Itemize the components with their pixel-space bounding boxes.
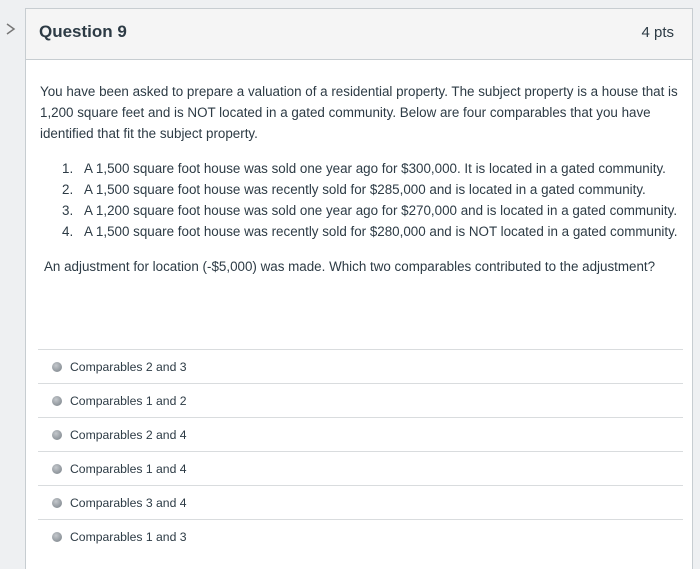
answer-option-1[interactable] [38,349,683,383]
comparable-item: 1. A 1,500 square foot house was sold one year ago for $300,000. It is located in a gated community. [62,161,666,176]
radio-button[interactable] [52,396,62,406]
answer-option-6[interactable] [38,519,683,553]
answer-label[interactable]: Comparables 1 and 3 [70,529,187,544]
question-points: 4 pts [641,24,674,41]
comparable-item: 2. A 1,500 square foot house was recently sold for $285,000 and is located in a gated community. [62,182,646,197]
answer-label[interactable]: Comparables 1 and 2 [70,393,187,408]
radio-button[interactable] [52,532,62,542]
question-body [40,81,680,277]
radio-button[interactable] [52,430,62,440]
radio-button[interactable] [52,498,62,508]
answer-option-4[interactable] [38,451,683,485]
answer-option-2[interactable] [38,383,683,417]
answer-option-5[interactable] [38,485,683,519]
question-intro: You have been asked to prepare a valuation of a residential property. The subject property is a house that is 1,200 square feet and is NOT located in a gated community. Below are four comparables that you have identified that fit the subject property. [40,84,678,141]
radio-button[interactable] [52,464,62,474]
question-card [25,8,693,569]
comparables-list [40,158,680,242]
comparable-item: 3. A 1,200 square foot house was sold one year ago for $270,000 and is located in a gated community. [62,203,678,218]
question-title: Question 9 [39,22,127,41]
question-header [26,9,692,60]
answer-label[interactable]: Comparables 2 and 3 [70,359,187,374]
answer-label[interactable]: Comparables 2 and 4 [70,427,187,442]
answer-list [38,349,683,553]
answer-label[interactable]: Comparables 1 and 4 [70,461,187,476]
comparable-item: 4. A 1,500 square foot house was recently sold for $280,000 and is NOT located in a gated community. [62,224,678,239]
question-prompt: An adjustment for location (-$5,000) was made. Which two comparables contributed to the adjustment? [44,259,656,274]
answer-option-3[interactable] [38,417,683,451]
answer-label[interactable]: Comparables 3 and 4 [70,495,187,510]
chevron-right-icon [4,22,18,36]
radio-button[interactable] [52,362,62,372]
